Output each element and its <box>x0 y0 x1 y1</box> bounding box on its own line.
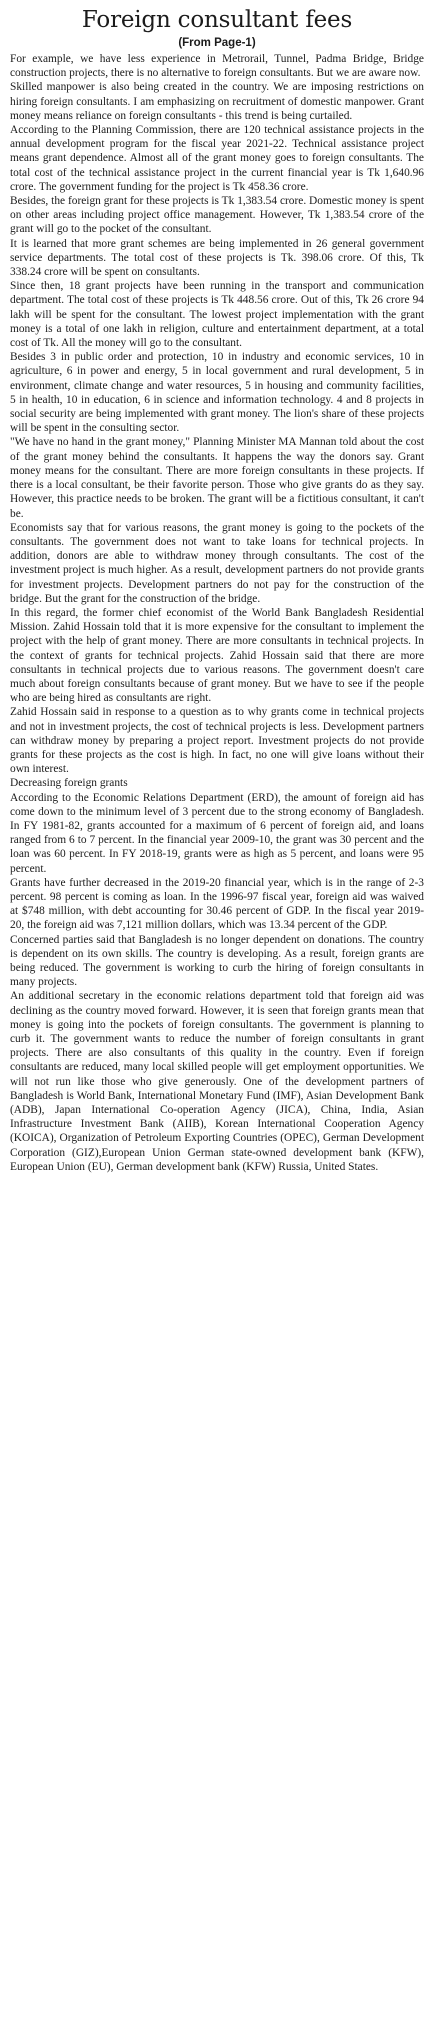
article-headline: Foreign consultant fees <box>81 7 353 33</box>
paragraph: An additional secretary in the economic relations department told that foreign aid was declining as the country moved forward. However, it is seen that foreign grants mean that money is going into the pockets of foreign consultants. The government is planning to curb it. The government wants to reduce the number of foreign consultants in grant projects. There are also consultants of this quality in the country. Even if foreign consultants are reduced, many local skilled people will get employment opportunities. We will not run like those who give generously. One of the development partners of Bangladesh is World Bank, International Monetary Fund (IMF), Asian Development Bank (ADB), Japan International Co-operation Agency (JICA), China, India, Asian Infrastructure Investment Bank (AIIB), Korean International Cooperation Agency (KOICA), Organization of Petroleum Exporting Countries (OPEC), German Development Corporation (GIZ),European Union German state-owned development bank (KFW), European Union (EU), German development bank (KFW) Russia, United States. <box>10 990 424 1173</box>
paragraph: According to the Planning Commission, there are 120 technical assistance projects in the annual development program for the fiscal year 2021-22. Technical assistance project means grant dependence. Almost all of the grant money goes to foreign consultants. The total cost of the technical assistance project in the current financial year is Tk 1,640.96 crore. The government funding for the project is Tk 458.36 crore. <box>10 124 424 193</box>
paragraph: Zahid Hossain said in response to a question as to why grants come in technical projects and not in investment projects, the cost of technical projects is less. Development partners can withdraw money by preparing a project report. Investment projects do not provide grants for these projects as the cost is high. In fact, no one will give loans without their own interest. <box>10 706 424 776</box>
paragraph: Economists say that for various reasons, the grant money is going to the pockets of the consultants. The government does not want to take loans for technical projects. In addition, donors are able to withdraw money through consultants. The cost of the investment project is much higher. As a result, development partners do not provide grants for investment projects. Development partners do not pay for the construction of the bridge. But the grant for the construction of the bridge. <box>10 521 424 605</box>
paragraph: For example, we have less experience in Metrorail, Tunnel, Padma Bridge, Bridge construction projects, there is no alternative to foreign consultants. But we are aware now. <box>10 53 424 80</box>
paragraph: Besides 3 in public order and protection, 10 in industry and economic services, 10 in agriculture, 6 in power and energy, 5 in local government and rural development, 5 in environment, climate change and water resources, 5 in housing and community facilities, 5 in health, 10 in education, 6 in science and information technology. 4 and 8 projects in social security are being implemented with grant money. The lion's share of these projects will be spent in the consulting sector. <box>10 351 424 435</box>
article-body <box>10 52 424 1174</box>
continuation-note: (From Page-1) <box>178 37 256 49</box>
paragraph: In this regard, the former chief economist of the World Bank Bangladesh Residential Mission. Zahid Hossain told that it is more expensive for the consultant to implement the project with the help of grant money. There are more consultants in technical projects. In the context of grants for technical projects. Zahid Hossain said that there are more consultants in technical projects due to various reasons. The government doesn't care much about foreign consultants because of grant money. But we have to see if the people who are being hired as consultants are right. <box>10 606 424 705</box>
paragraph: "We have no hand in the grant money," Planning Minister MA Mannan told about the cost of the grant money behind the consultants. It happens the way the donors say. Grant money means for the consultant. There are more foreign consultants in these projects. If there is a local consultant, be their favorite person. Those who give grants do as they say. However, this practice needs to be broken. The grant will be a fictitious consultant, it can't be. <box>10 436 424 520</box>
paragraph: Concerned parties said that Bangladesh is no longer dependent on donations. The country is dependent on its own skills. The country is developing. As a result, foreign grants are being reduced. The government is working to curb the hiring of foreign consultants in many projects. <box>10 933 424 989</box>
paragraph: According to the Economic Relations Department (ERD), the amount of foreign aid has come down to the minimum level of 3 percent due to the strong economy of Bangladesh. In FY 1981-82, grants accounted for a maximum of 6 percent of foreign aid, and loans ranged from 6 to 7 percent. In the financial year 2009-10, the grant was 30 percent and the loan was 60 percent. In FY 2018-19, grants were as high as 5 percent, and loans were 95 percent. <box>10 791 424 875</box>
paragraph: It is learned that more grant schemes are being implemented in 26 general government service departments. The total cost of these projects is Tk. 398.06 crore. Of this, Tk 338.24 crore will be spent on consultants. <box>10 237 424 279</box>
paragraph: Skilled manpower is also being created in the country. We are imposing restrictions on hiring foreign consultants. I am emphasizing on recruitment of domestic manpower. Grant money means reliance on foreign consultants - this trend is being curtailed. <box>10 81 424 122</box>
paragraph: Since then, 18 grant projects have been running in the transport and communication department. The total cost of these projects is Tk 448.56 crore. Out of this, Tk 26 crore 94 lakh will be spent for the consultant. The lowest project implementation with the grant money is a total of one lakh in religion, culture and entertainment department, at a total cost of Tk. All the money will go to the consultant. <box>10 280 424 350</box>
section-subheading: Decreasing foreign grants <box>10 777 128 790</box>
paragraph: Grants have further decreased in the 2019-20 financial year, which is in the range of 2-3 percent. 98 percent is coming as loan. In the 1996-97 fiscal year, foreign aid was waived at $748 million, with debt accounting for 30.46 percent of GDP. In the fiscal year 2019-20, the foreign aid was 7,121 million dollars, which was 13.34 percent of the GDP. <box>10 876 424 932</box>
paragraph: Besides, the foreign grant for these projects is Tk 1,383.54 crore. Domestic money is spent on other areas including project office management. However, Tk 1,383.54 crore of the grant will go to the pocket of the consultant. <box>10 195 424 236</box>
